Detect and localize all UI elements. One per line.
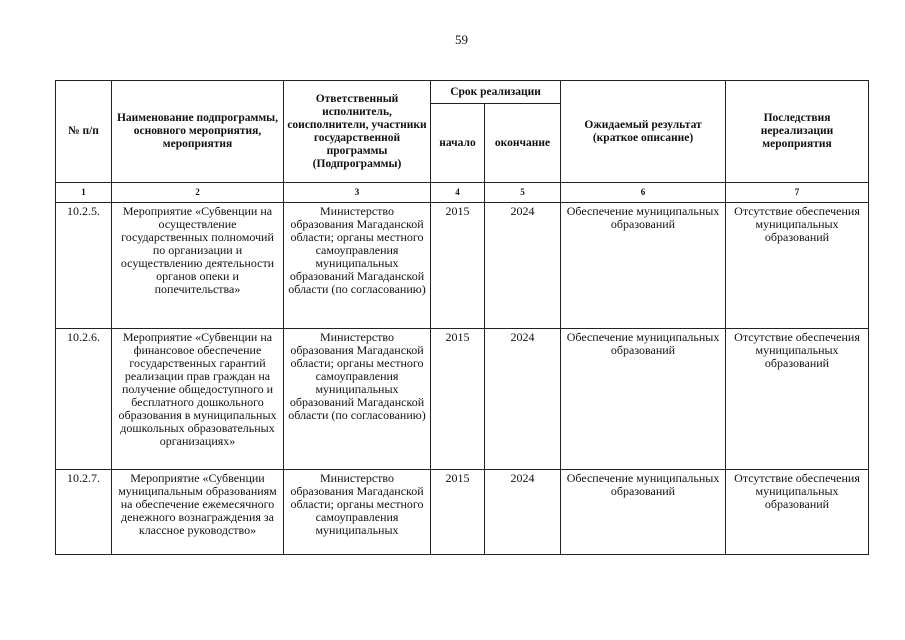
row-executor: Министерство образования Магаданской области; органы местного самоуправления муниципальных образований Магаданской области (по согласованию): [284, 329, 431, 470]
column-number: 6: [561, 183, 726, 203]
column-number: 3: [284, 183, 431, 203]
row-start: 2015: [431, 470, 485, 555]
column-number: 5: [485, 183, 561, 203]
table-row: [56, 329, 869, 470]
row-start: 2015: [431, 203, 485, 329]
table-row: [56, 203, 869, 329]
page-number: 59: [455, 32, 468, 47]
header-end: окончание: [485, 104, 561, 183]
column-number: 1: [56, 183, 112, 203]
row-end: 2024: [485, 470, 561, 555]
row-executor: Министерство образования Магаданской области; органы местного самоуправления муниципальных: [284, 470, 431, 555]
column-number: 7: [726, 183, 869, 203]
header-term: Срок реализации: [431, 81, 561, 104]
row-consequences: Отсутствие обеспечения муниципальных образований: [726, 203, 869, 329]
row-result: Обеспечение муниципальных образований: [561, 470, 726, 555]
header-result: Ожидаемый результат (краткое описание): [561, 81, 726, 183]
table-row: [56, 470, 869, 555]
row-name: Мероприятие «Субвенции на осуществление государственных полномочий по организации и осуществлению деятельности органов опеки и попечительства»: [112, 203, 284, 329]
row-name: Мероприятие «Субвенции на финансовое обеспечение государственных гарантий реализации прав граждан на получение общедоступного и бесплатного дошкольного образования в муниципальных дошкольных образовательных организациях»: [112, 329, 284, 470]
header-num: № п/п: [56, 81, 112, 183]
column-number: 2: [112, 183, 284, 203]
column-number: 4: [431, 183, 485, 203]
row-executor: Министерство образования Магаданской области; органы местного самоуправления муниципальных образований Магаданской области (по согласованию): [284, 203, 431, 329]
header-consequences: Последствия нереализации мероприятия: [726, 81, 869, 183]
row-number: 10.2.6.: [56, 329, 112, 470]
row-consequences: Отсутствие обеспечения муниципальных образований: [726, 329, 869, 470]
header-name: Наименование подпрограммы, основного мероприятия, мероприятия: [112, 81, 284, 183]
row-end: 2024: [485, 329, 561, 470]
row-number: 10.2.5.: [56, 203, 112, 329]
row-number: 10.2.7.: [56, 470, 112, 555]
row-end: 2024: [485, 203, 561, 329]
row-name: Мероприятие «Субвенции муниципальным образованиям на обеспечение ежемесячного денежного вознаграждения за классное руководство»: [112, 470, 284, 555]
row-result: Обеспечение муниципальных образований: [561, 203, 726, 329]
programme-table: [55, 80, 869, 555]
row-result: Обеспечение муниципальных образований: [561, 329, 726, 470]
row-start: 2015: [431, 329, 485, 470]
header-start: начало: [431, 104, 485, 183]
header-executor: Ответственный исполнитель, соисполнители, участники государственной программы (Подпрограммы): [284, 81, 431, 183]
row-consequences: Отсутствие обеспечения муниципальных образований: [726, 470, 869, 555]
